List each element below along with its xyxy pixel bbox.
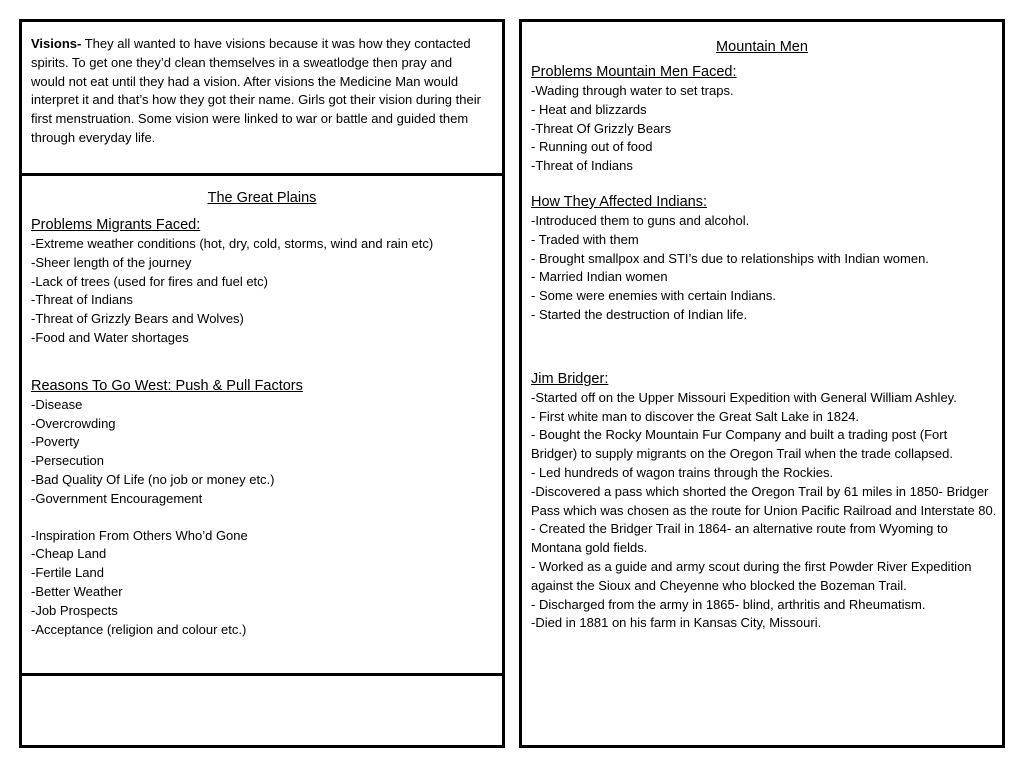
- problem-migrant-item: -Threat of Grizzly Bears and Wolves): [31, 311, 244, 327]
- bridger-item: - Led hundreds of wagon trains through the Rockies.: [531, 464, 834, 480]
- problem-mountain-item: -Threat Of Grizzly Bears: [531, 120, 672, 136]
- problem-mountain-item: - Heat and blizzards: [531, 101, 647, 117]
- empty-notes-box: [19, 673, 505, 748]
- pull-factor-item: -Better Weather: [31, 583, 123, 599]
- problem-mountain-item: -Wading through water to set traps.: [531, 83, 734, 98]
- bridger-item: - First white man to discover the Great Salt Lake in 1824.: [531, 408, 860, 424]
- affected-item: -Introduced them to guns and alcohol.: [531, 212, 750, 228]
- push-factor-item: -Persecution: [31, 453, 104, 469]
- mountain-men-box: [519, 19, 1005, 748]
- great-plains-content: [31, 215, 499, 639]
- reasons-west-heading: Reasons To Go West: Push & Pull Factors: [31, 377, 303, 394]
- pull-factor-item: -Fertile Land: [31, 565, 104, 581]
- jim-bridger-heading: Jim Bridger:: [531, 370, 609, 387]
- pull-factor-item: -Inspiration From Others Who’d Gone: [31, 527, 248, 543]
- affected-item: - Some were enemies with certain Indians.: [531, 288, 776, 304]
- problem-migrant-item: -Sheer length of the journey: [31, 254, 192, 270]
- bridger-item: -Discovered a pass which shorted the Oregon Trail by 61 miles in 1850- Bridger Pass which was chosen as the route for Union Pacific Railroad and Interstate 80.: [531, 483, 997, 518]
- problem-migrant-item: -Food and Water shortages: [31, 329, 189, 345]
- affected-item: - Traded with them: [531, 231, 639, 247]
- problem-mountain-item: - Running out of food: [531, 139, 653, 155]
- affected-item: - Started the destruction of Indian life.: [531, 306, 748, 322]
- pull-factor-item: -Cheap Land: [31, 546, 107, 562]
- problems-mountain-men-heading: Problems Mountain Men Faced:: [531, 64, 737, 80]
- bridger-item: - Discharged from the army in 1865- blind, arthritis and Rheumatism.: [531, 596, 926, 612]
- visions-paragraph: [31, 35, 486, 148]
- visions-lead: Visions-: [31, 36, 82, 51]
- bridger-item: - Bought the Rocky Mountain Fur Company and built a trading post (Fort Bridger) to supply migrants on the Oregon Trail when the trade collapsed.: [531, 427, 954, 462]
- great-plains-title: The Great Plains: [207, 190, 317, 206]
- push-factor-item: -Poverty: [31, 434, 80, 450]
- pull-factor-item: -Acceptance (religion and colour etc.): [31, 621, 247, 637]
- bridger-item: - Worked as a guide and army scout during the first Powder River Expedition against the Sioux and Cheyenne who blocked the Bozeman Trail.: [531, 558, 972, 593]
- visions-box: [19, 19, 505, 176]
- problem-mountain-item: -Threat of Indians: [531, 158, 633, 174]
- affected-item: - Married Indian women: [531, 269, 668, 285]
- pull-factor-item: -Job Prospects: [31, 602, 118, 618]
- affected-indians-heading: How They Affected Indians:: [531, 193, 707, 210]
- problems-migrants-heading: Problems Migrants Faced:: [31, 217, 201, 233]
- bridger-item: -Started off on the Upper Missouri Expedition with General William Ashley.: [531, 389, 957, 405]
- problem-migrant-item: -Threat of Indians: [31, 292, 133, 308]
- mountain-men-title: Mountain Men: [716, 39, 808, 55]
- push-factor-item: -Bad Quality Of Life (no job or money etc.): [31, 471, 275, 487]
- problem-migrant-item: -Lack of trees (used for fires and fuel etc): [31, 273, 268, 289]
- mountain-men-content: [531, 62, 997, 633]
- problem-migrant-item: -Extreme weather conditions (hot, dry, cold, storms, wind and rain etc): [31, 236, 434, 251]
- push-factor-item: -Overcrowding: [31, 415, 116, 431]
- push-factor-item: -Government Encouragement: [31, 490, 203, 506]
- affected-item: - Brought smallpox and STI’s due to relationships with Indian women.: [531, 250, 929, 266]
- bridger-item: -Died in 1881 on his farm in Kansas City, Missouri.: [531, 615, 822, 631]
- push-factor-item: -Disease: [31, 396, 83, 412]
- great-plains-box: [19, 173, 505, 676]
- bridger-item: - Created the Bridger Trail in 1864- an alternative route from Wyoming to Montana gold fields.: [531, 521, 948, 556]
- visions-text: They all wanted to have visions because it was how they contacted spirits. To get one they’d clean themselves in a sweatlodge then pray and would not eat until they had a vision. After visions the Medicine Man would interpret it and that’s how they got their name. Girls got their vision during their first menstruation. Some vision were linked to war or battle and guided them through everyday life.: [31, 36, 481, 145]
